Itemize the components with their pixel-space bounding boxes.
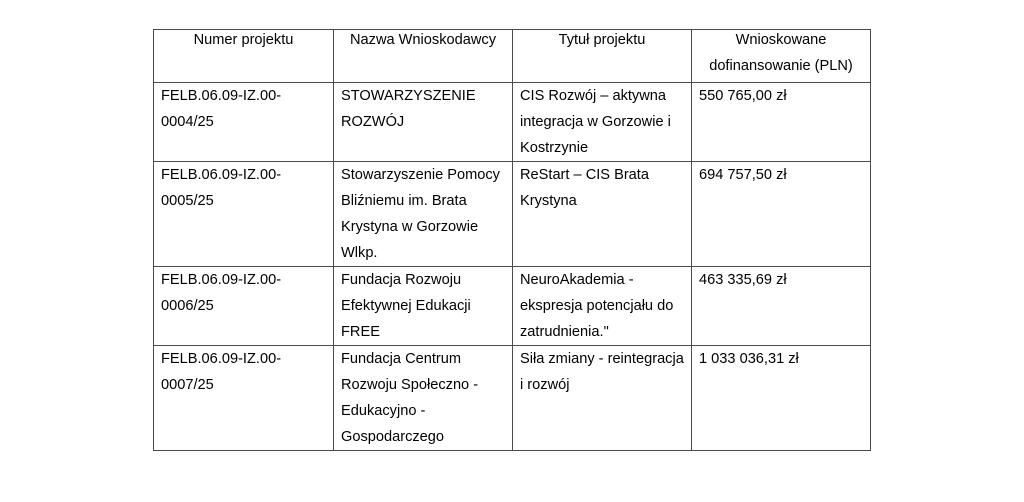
table-header xyxy=(154,30,871,83)
table-row xyxy=(154,162,871,267)
table-body xyxy=(154,83,871,451)
project-title-cell xyxy=(513,267,692,346)
project-number-cell xyxy=(154,346,334,451)
project-title: Siła zmiany - reintegracja i rozwój xyxy=(520,351,684,393)
project-number-cell xyxy=(154,162,334,267)
project-title: ReStart – CIS Brata Krystyna xyxy=(520,167,649,209)
project-title-cell xyxy=(513,162,692,267)
project-number: FELB.06.09-IZ.00-0005/25 xyxy=(161,167,282,209)
requested-funding: 1 033 036,31 zł xyxy=(699,351,799,367)
project-title: CIS Rozwój – aktywna integracja w Gorzowie i Kostrzynie xyxy=(520,88,671,156)
project-number: FELB.06.09-IZ.00-0007/25 xyxy=(161,351,282,393)
project-number: FELB.06.09-IZ.00-0004/25 xyxy=(161,88,282,130)
applicant-name: STOWARZYSZENIE ROZWÓJ xyxy=(341,88,476,130)
header-project-number-label: Numer projektu xyxy=(193,32,294,48)
project-title-cell xyxy=(513,83,692,162)
header-requested-funding xyxy=(692,30,871,83)
requested-funding-cell xyxy=(692,346,871,451)
table-row xyxy=(154,346,871,451)
requested-funding-cell xyxy=(692,162,871,267)
header-project-title xyxy=(513,30,692,83)
table-row xyxy=(154,83,871,162)
requested-funding: 694 757,50 zł xyxy=(699,167,787,183)
requested-funding: 463 335,69 zł xyxy=(699,272,787,288)
applicant-name: Fundacja Centrum Rozwoju Społeczno - Edukacyjno - Gospodarczego xyxy=(341,351,479,445)
header-row xyxy=(154,30,871,83)
requested-funding-cell xyxy=(692,83,871,162)
applicant-name: Stowarzyszenie Pomocy Bliźniemu im. Brata Krystyna w Gorzowie Wlkp. xyxy=(341,167,500,261)
project-number: FELB.06.09-IZ.00-0006/25 xyxy=(161,272,282,314)
header-project-number xyxy=(154,30,334,83)
requested-funding-cell xyxy=(692,267,871,346)
applicant-name-cell xyxy=(334,346,513,451)
applicant-name-cell xyxy=(334,83,513,162)
applicant-name-cell xyxy=(334,267,513,346)
header-requested-funding-label: Wnioskowane dofinansowanie (PLN) xyxy=(709,32,853,74)
grant-applications-table xyxy=(153,29,871,451)
applicant-name-cell xyxy=(334,162,513,267)
header-applicant-name xyxy=(334,30,513,83)
project-title: NeuroAkademia - ekspresja potencjału do zatrudnienia." xyxy=(520,272,674,340)
project-number-cell xyxy=(154,83,334,162)
applicant-name: Fundacja Rozwoju Efektywnej Edukacji FREE xyxy=(341,272,471,340)
header-applicant-name-label: Nazwa Wnioskodawcy xyxy=(350,32,496,48)
table-row xyxy=(154,267,871,346)
project-number-cell xyxy=(154,267,334,346)
header-project-title-label: Tytuł projektu xyxy=(558,32,646,48)
project-title-cell xyxy=(513,346,692,451)
requested-funding: 550 765,00 zł xyxy=(699,88,787,104)
